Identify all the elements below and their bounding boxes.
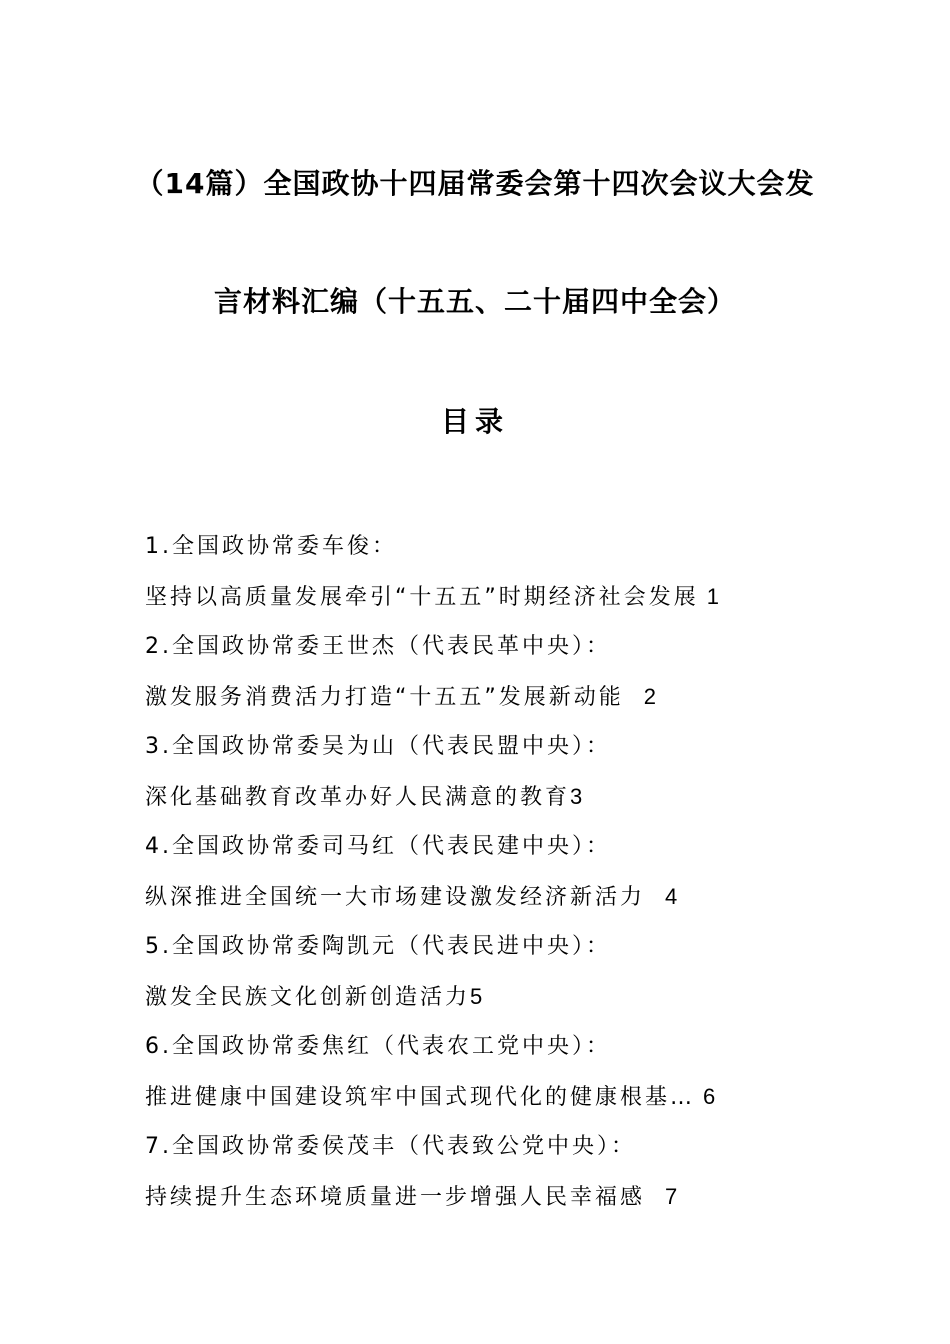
toc-entry-topic[interactable] <box>145 880 719 930</box>
toc-entry-speaker[interactable]: 4.全国政协常委司马红（代表民建中央）： <box>145 834 611 859</box>
table-of-contents <box>145 530 719 1230</box>
toc-page-number: 2 <box>643 684 657 709</box>
toc-topic: 推进健康中国建设筑牢中国式现代化的健康根基… <box>145 1085 696 1110</box>
document-title-line-2: 言材料汇编（十五五、二十届四中全会） <box>213 285 736 318</box>
toc-heading: 目录 <box>440 405 509 438</box>
toc-topic: 深化基础教育改革办好人民满意的教育 <box>145 785 571 810</box>
toc-entry-topic[interactable] <box>145 1080 719 1130</box>
toc-page-number: 7 <box>665 1184 678 1209</box>
toc-topic: 激发全民族文化创新创造活力 <box>145 985 471 1010</box>
toc-page-number: 1 <box>706 584 720 609</box>
toc-entry-speaker[interactable]: 2.全国政协常委王世杰（代表民革中央）： <box>145 634 611 659</box>
toc-topic: 持续提升生态环境质量进一步增强人民幸福感 <box>145 1185 646 1210</box>
document-title-line-1: （14篇）全国政协十四届常委会第十四次会议大会发 <box>135 167 815 200</box>
toc-entry-speaker[interactable]: 6.全国政协常委焦红（代表农工党中央）： <box>145 1034 611 1059</box>
toc-entry-speaker[interactable]: 1.全国政协常委车俊： <box>145 534 397 559</box>
toc-topic: 纵深推进全国统一大市场建设激发经济新活力 <box>145 885 646 910</box>
toc-entry-speaker[interactable]: 7.全国政协常委侯茂丰（代表致公党中央）： <box>145 1134 636 1159</box>
toc-entry-topic[interactable] <box>145 780 719 830</box>
toc-entry-speaker[interactable]: 3.全国政协常委吴为山（代表民盟中央）： <box>145 734 611 759</box>
toc-page-number: 4 <box>665 884 678 909</box>
toc-entry-topic[interactable] <box>145 1180 719 1230</box>
toc-entry-topic[interactable] <box>145 680 719 730</box>
toc-page-number: 3 <box>570 784 583 809</box>
toc-topic: 激发服务消费活力打造“十五五”发展新动能 <box>145 685 624 710</box>
toc-page-number: 5 <box>470 984 483 1009</box>
toc-page-number: 6 <box>703 1084 716 1109</box>
toc-topic: 坚持以高质量发展牵引“十五五”时期经济社会发展 <box>145 585 699 610</box>
toc-entry-topic[interactable] <box>145 580 719 630</box>
toc-entry-topic[interactable] <box>145 980 719 1030</box>
toc-entry-speaker[interactable]: 5.全国政协常委陶凯元（代表民进中央）： <box>145 934 611 959</box>
